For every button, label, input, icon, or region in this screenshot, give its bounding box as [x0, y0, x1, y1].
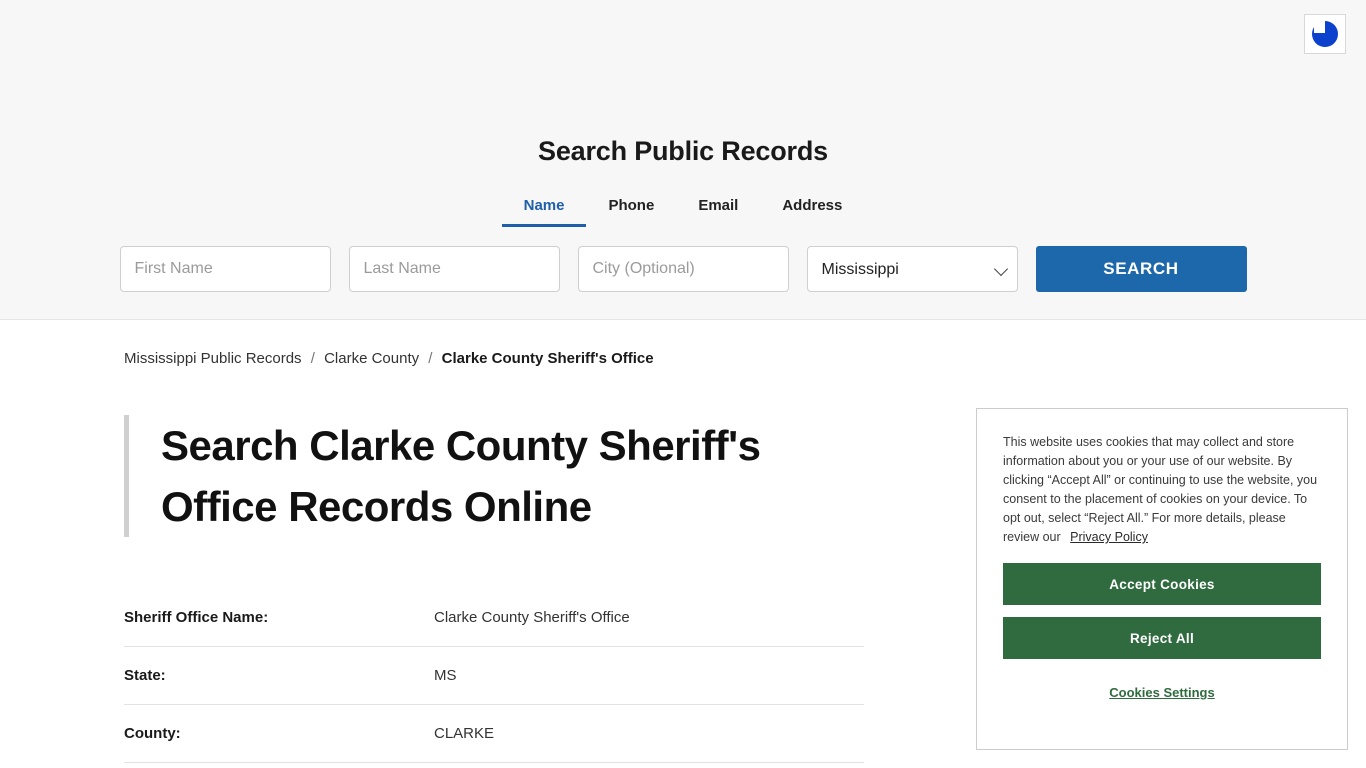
site-logo-badge[interactable]: [1304, 14, 1346, 54]
breadcrumb-separator-2: /: [428, 350, 433, 367]
page-title: Search Public Records: [538, 136, 828, 166]
city-input[interactable]: [578, 246, 789, 292]
state-select-wrapper: [807, 246, 1018, 292]
breadcrumb-link-county[interactable]: Clarke County: [324, 350, 420, 367]
detail-label: Sheriff Office Name:: [124, 609, 269, 626]
state-select[interactable]: [807, 246, 1018, 292]
logo-badge-icon: [1312, 21, 1338, 47]
cookies-settings-link[interactable]: Cookies Settings: [1109, 685, 1215, 700]
table-row: [124, 589, 864, 647]
cookie-consent-banner: [976, 408, 1348, 750]
first-name-input[interactable]: [120, 246, 331, 292]
cookie-banner-message: This website uses cookies that may collect and store information about you or your use of our website. By clicking “Accept All” or continuing to use the website, you consent to the placement of cookies on your device. To opt out, select “Reject All.” For more details, please review our: [1003, 435, 1318, 544]
table-row: [124, 647, 864, 705]
breadcrumb: [0, 320, 1366, 367]
accept-cookies-button[interactable]: Accept Cookies: [1003, 563, 1321, 605]
search-type-tabs: [0, 191, 1366, 227]
office-details-table: [124, 589, 864, 763]
privacy-policy-link[interactable]: Privacy Policy: [1070, 530, 1148, 544]
tab-phone[interactable]: Phone: [608, 197, 655, 214]
detail-value: Clarke County Sheriff's Office: [434, 609, 630, 626]
table-row: [124, 705, 864, 763]
tab-address[interactable]: Address: [782, 197, 843, 214]
detail-label: County:: [124, 725, 181, 742]
cookie-banner-text: [1003, 433, 1321, 547]
search-button[interactable]: SEARCH: [1036, 246, 1247, 292]
breadcrumb-link-state[interactable]: Mississippi Public Records: [124, 350, 302, 367]
detail-value: MS: [434, 667, 457, 684]
detail-value: CLARKE: [434, 725, 495, 742]
last-name-input[interactable]: [349, 246, 560, 292]
page-heading-block: [124, 415, 884, 537]
search-form: [0, 246, 1366, 292]
reject-all-button[interactable]: Reject All: [1003, 617, 1321, 659]
breadcrumb-current: Clarke County Sheriff's Office: [441, 350, 654, 367]
tab-email[interactable]: Email: [698, 197, 739, 214]
breadcrumb-separator-1: /: [310, 350, 315, 367]
public-records-search-panel: [0, 0, 1366, 320]
page-heading: Search Clarke County Sheriff's Office Records Online: [161, 422, 761, 530]
detail-label: State:: [124, 667, 166, 684]
tab-name[interactable]: Name: [502, 191, 587, 227]
